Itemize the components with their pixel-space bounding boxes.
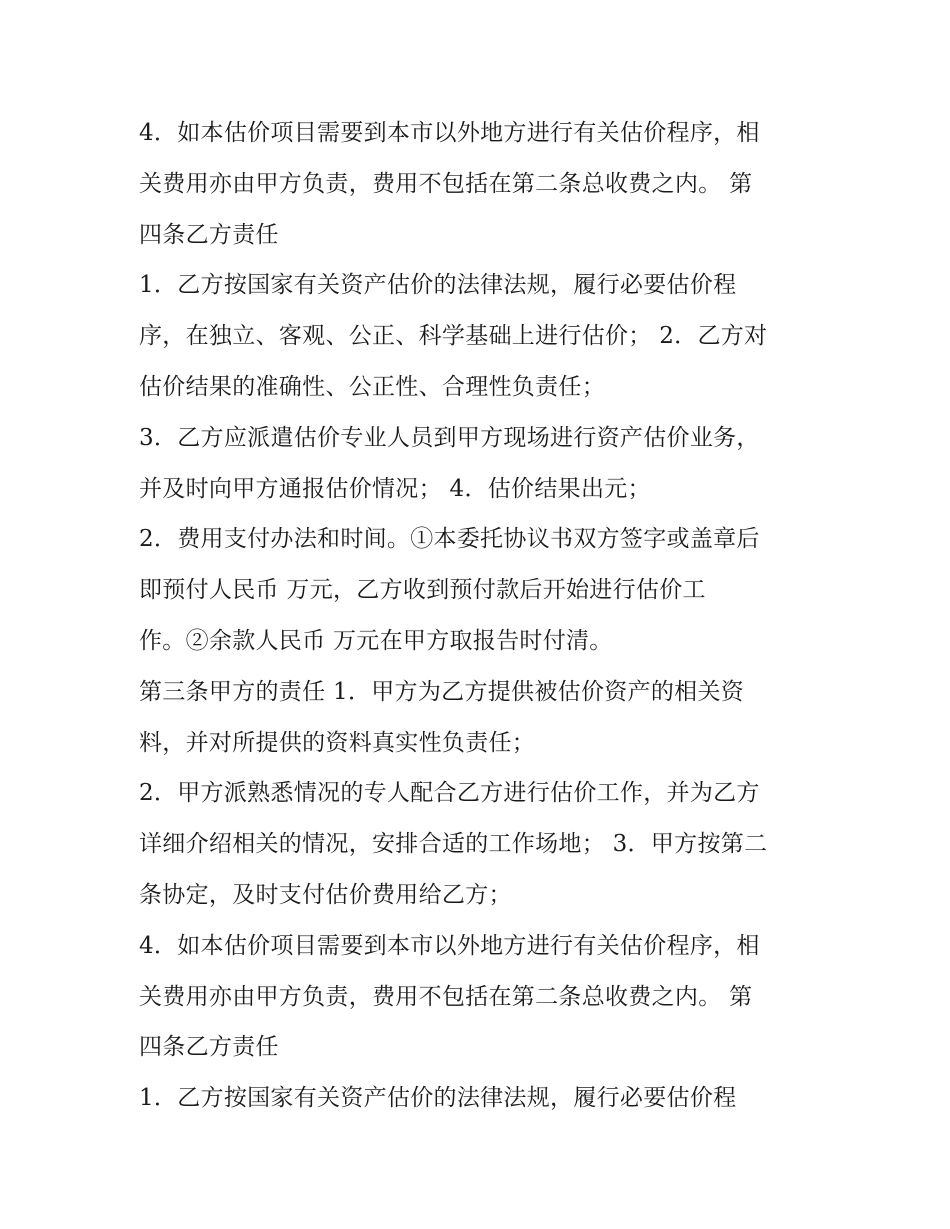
text-line: 条协定，及时支付估价费用给乙方； xyxy=(139,881,512,908)
text-line: 3．乙方应派遣估价专业人员到甲方现场进行资产估价业务， xyxy=(139,424,760,451)
text-line: 1．乙方按国家有关资产估价的法律法规，履行必要估价程 xyxy=(139,1085,737,1112)
text-line: 四条乙方责任 xyxy=(139,221,279,248)
text-line: 即预付人民币 万元，乙方收到预付款后开始进行估价工 xyxy=(139,577,706,604)
text-line: 作。②余款人民币 万元在甲方取报告时付清。 xyxy=(139,627,613,654)
text-line: 并及时向甲方通报估价情况； 4．估价结果出元； xyxy=(139,475,651,502)
text-line: 关费用亦由甲方负责，费用不包括在第二条总收费之内。 第 xyxy=(139,170,753,197)
text-line: 估价结果的准确性、公正性、合理性负责任； xyxy=(139,373,605,400)
text-line: 料，并对所提供的资料真实性负责任； xyxy=(139,729,536,756)
document-body xyxy=(139,108,819,1124)
text-line: 序，在独立、客观、公正、科学基础上进行估价； 2．乙方对 xyxy=(139,323,768,350)
text-line: 4．如本估价项目需要到本市以外地方进行有关估价程序，相 xyxy=(139,120,760,146)
text-line: 四条乙方责任 xyxy=(139,1034,279,1061)
text-line: 第三条甲方的责任 1．甲方为乙方提供被估价资产的相关资 xyxy=(139,678,745,705)
text-line: 关费用亦由甲方负责，费用不包括在第二条总收费之内。 第 xyxy=(139,983,753,1010)
text-line: 1．乙方按国家有关资产估价的法律法规，履行必要估价程 xyxy=(139,272,737,299)
text-line: 详细介绍相关的情况，安排合适的工作场地； 3．甲方按第二 xyxy=(139,831,768,858)
text-line: 4．如本估价项目需要到本市以外地方进行有关估价程序，相 xyxy=(139,932,760,959)
text-line: 2．甲方派熟悉情况的专人配合乙方进行估价工作，并为乙方 xyxy=(139,780,760,807)
text-line: 2．费用支付办法和时间。①本委托协议书双方签字或盖章后 xyxy=(139,526,760,553)
